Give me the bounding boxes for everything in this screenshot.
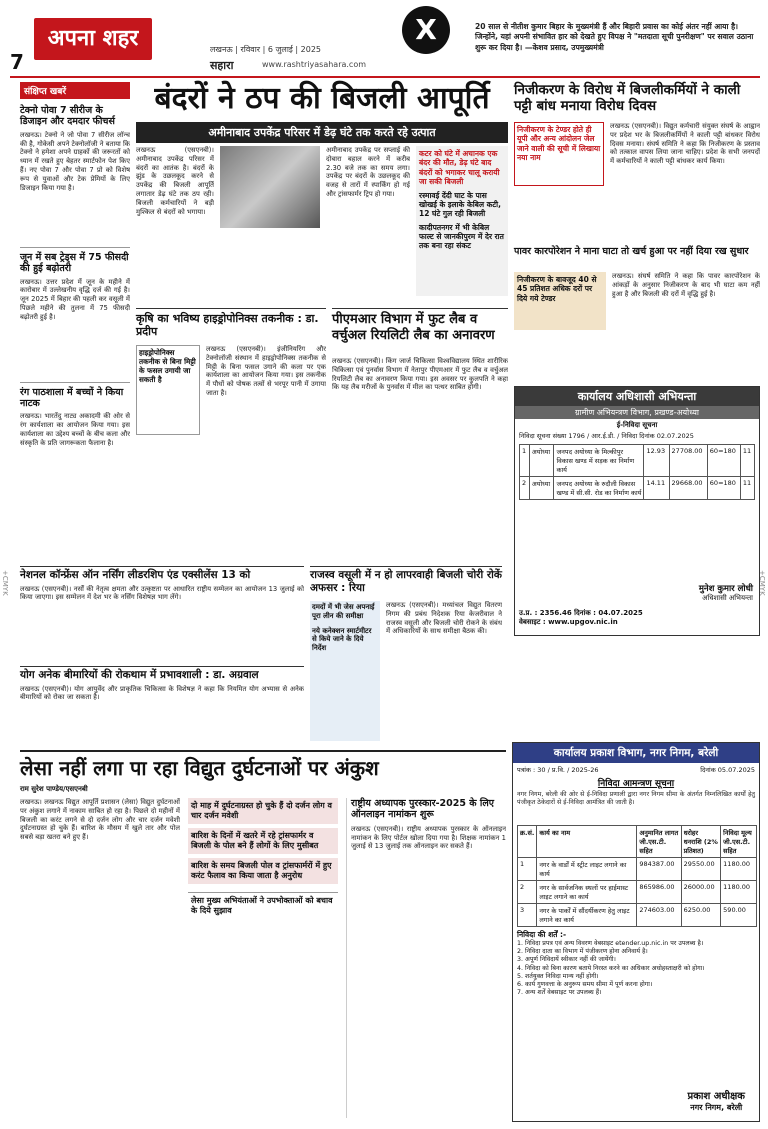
hydro-story [136,308,326,558]
notice2-condition: 7. अन्य शर्तें वेबसाइट पर उपलब्ध हैं। [517,989,602,997]
pgi-story [332,308,508,558]
lead-photo [220,146,320,228]
pgi-headline: पीएमआर विभाग में फुट लैब व वर्चुअल रियलिटी लैब का अनावरण [332,312,495,343]
award-body: लखनऊ (एसएनबी)। राष्ट्रीय अध्यापक पुरस्कार के ऑनलाइन नामांकन के लिए पोर्टल खोला दिया गया है। शिक्षक नामांकन 1 जुलाई से 13 जुलाई तक ऑनलाइन कर सकते हैं। [351,824,506,851]
table-cell: 1180.00 [721,858,757,881]
brief-body: लखनऊ। उत्तर प्रदेश में जून के महीने में कारोबार में उल्लेखनीय वृद्धि दर्ज की गई है। जून 2025 में बिहार की पहली कर वसूली में पिछले महीने की तुलना में 75 फीसदी बढ़ोतरी हुई है। [20,277,130,321]
table-row [518,904,757,927]
notice2-condition: 3. अपूर्ण निविदायें स्वीकार नहीं की जायेंगी। [517,956,616,964]
notice2-date: दिनांक 05.07.2025 [700,766,755,774]
notice2-ref: पत्रांक : 30 / प्र.वि. / 2025-26 [517,766,599,774]
table-cell: 26000.00 [681,881,721,904]
table-cell: 1 [520,445,530,477]
accident-quote: दो माह में दुर्घटनाग्रस्त हो चुके हैं दो दर्जन लोग व चार दर्जन मवेशी [188,798,338,824]
hydro-headline: कृषि का भविष्य हाइड्रोपोनिक्स तकनीक : डा. प्रदीप [136,312,319,339]
table-header: निविदा मूल्य जी.एस.टी. सहित [721,826,757,858]
notice2-heading: निविदा आमन्त्रण सूचना [597,779,675,789]
lead-quote: कटर को घंटे में अचानक एक बंदर की मौत, डेढ़ घंटे बाद बंदरों को भगाकर चालू करायी जा सकी बिजली [419,149,500,187]
notice2-condition: 5. शर्तयुक्त निविदा मान्य नहीं होगी। [517,972,599,980]
table-cell: अयोध्या [529,445,554,477]
masthead [0,0,768,78]
table-cell: 29550.00 [681,858,721,881]
x-post-text: 20 साल से नीतीश कुमार बिहार के मुख्यमंत्री हैं और बिहारी प्रवास का कोई अंतर नहीं आया है। जिन्होंने, यहां अपनी संभावित हार को देखते हुए विपक्ष ने "मतदाता सूची पुनरीक्षण" पर सवाल उठाना शुरू कर दिया है। [475,22,754,52]
brand-title: अपना शहर [47,26,139,51]
notice2-title: कार्यालय प्रकाश विभाग, नगर निगम, बरेली [513,743,759,763]
notice1-signatory: मुनेश कुमार लोधी [698,584,753,594]
brief-body: लखनऊ। भारतेंदु नाट्य अकादमी की ओर से रंग कार्यशाला का आयोजन किया गया। इस कार्यशाला का उद्देश्य बच्चों के बीच कला और संस्कृति के प्रति जागरूकता फैलाना है। [20,412,130,447]
table-cell: 274603.00 [637,904,681,927]
notice2-condition: 4. निविदा को बिना कारण बताये निरस्त करने का अधिकार अधोहस्ताक्षरी को होगा। [517,964,705,972]
notice2-signatory-place: नगर निगम, बरेली [690,1103,743,1112]
table-cell: 6250.00 [681,904,721,927]
protest-subbody: लखनऊ। संघर्ष समिति ने कहा कि पावर कारपोरेशन के आंकड़ों के अनुसार निजीकरण के बाद भी घाटा कम नहीं हुआ है और बिजली की दरों में वृद्धि हुई है। [612,272,760,298]
protest-body: लखनऊ (एसएनबी)। विद्युत कर्मचारी संयुक्त संघर्ष के आह्वान पर प्रदेश भर के बिजलीकर्मियों ने काली पट्टी बांधकर विरोध दिवस मनाया। संघर्ष समिति ने कहा कि निजीकरण के प्रस्ताव को तत्काल वापस लिया जाना चाहिए। प्रदेश के सभी जनपदों में कर्मचारियों ने काली पट्टी बांधकर कार्य किया। [610,122,760,166]
x-post-author: —केशव प्रसाद, उपमुख्यमंत्री [524,42,604,52]
lead-story [136,82,508,304]
protest-subquote-text: निजीकरण के बावजूद 40 से 45 प्रतिशत अधिक दरों पर दिये गये टेण्डर [517,275,597,303]
nursing-headline: नेशनल कॉन्फ्रेंस ऑन नर्सिंग लीडरशिप एंड एक्सीलेंस 13 को [20,569,251,581]
table-cell: जनपद अयोध्या के रुदौली विकास खण्ड में सी.सी. रोड का निर्माण कार्य [554,477,644,500]
hydro-quote [136,345,200,435]
notice2-condition: 6. कार्य गुणवत्ता के अनुरूप समय सीमा में पूर्ण करना होगा। [517,980,653,988]
table-cell: 1180.00 [721,881,757,904]
accident-quote: बारिश के दिनों में खतरे में रहे ट्रांसफार्मर व बिजली के पोल बने हैं लोगों के लिए मुसीबत [188,828,338,854]
notice1-body: निविदा सूचना संख्या 1796 / आर.ई.डी. / निविदा दिनांक 02.07.2025 [519,432,694,440]
notice2-conditions [513,927,759,1000]
brief-title: रंग पाठशाला में बच्चों ने किया नाटक [20,386,124,409]
dateline-city: लखनऊ [210,45,233,54]
table-cell: 11 [740,477,754,500]
lead-quotes [416,146,508,296]
cmyk-mark-left: +CMYK [1,570,9,596]
accident-headline: लेसा नहीं लगा पा रहा विद्युत दुर्घटनाओं पर अंकुश [20,756,379,780]
table-header: कार्य का नाम [537,826,637,858]
page-number: 7 [10,50,24,74]
briefs-header-label2: खबरें [49,87,67,97]
notice1-signatory-role: अधिशासी अभियन्ता [702,594,753,602]
lead-body-col1: लखनऊ (एसएनबी)। अमीनाबाद उपकेंद्र परिसर में बंदरों का आतंक है। बंदरों के झुंड के उछलकूद करने से उपकेंद्र की बिजली आपूर्ति लगातार डेढ़ घंटे तक ठप रही। बिजली कर्मचारियों ने बड़ी मुश्किल से बंदरों को भगाया। [136,146,214,216]
lead-quote: रस्मावई देंदी घाट के पास खोखई के इलाके केबिल कटी, 12 घंटे गुल रही बिजली [419,190,501,219]
table-cell: 11 [740,445,754,477]
lead-headline: बंदरों ने ठप की बिजली आपूर्ति [154,81,490,116]
table-row [520,477,755,500]
table-cell: 60=180 [707,477,740,500]
protest-quote-text: निजीकरण के टेण्डर होते ही यूपी और अन्य आंदोलन जेल जाने वाली की सूची में लिखाया नया नाम [517,125,601,163]
notice2-sign [688,1088,745,1113]
hydro-body: लखनऊ (एसएनबी)। इंजीनियरिंग और टेक्नोलॉजी संस्थान में हाइड्रोपोनिक्स तकनीक से मिट्टी के बिना फसल उगाने की कला पर एक कार्यशाला का आयोजन किया गया। इस तकनीक में पौधों को पोषक तत्वों से भरपूर पानी में उगाया जाता है। [206,345,326,398]
notice2-condition: 1. निविदा प्रपत्र एवं अन्य विवरण वेबसाइट etender.up.nic.in पर उपलब्ध है। [517,940,704,947]
table-cell: 984387.00 [637,858,681,881]
tender-notice-ayodhya [514,386,760,636]
brief-item [20,105,130,243]
notice2-refline [513,763,759,776]
accident-byline: राम सुरेश पाण्डेय/एसएनबी [20,785,88,793]
hydro-quote-text: हाइड्रोपोनिक्स तकनीक से बिना मिट्टी के फसल उगायी जा सकती है [139,348,196,384]
notice1-title: कार्यालय अधिशासी अभियन्ता [515,387,759,406]
dateline-day: रविवार [240,45,261,54]
protest-story [514,82,760,382]
tender-notice-bareilly [512,742,760,1122]
nursing-story [20,566,304,660]
table-cell: नगर के सार्वजनिक स्थलों पर हाईमास्ट लाइट लगाने का कार्य [537,881,637,904]
yoga-story [20,666,304,744]
yoga-headline: योग अनेक बीमारियों की रोकथाम में प्रभावशाली : डा. अग्रवाल [20,669,259,681]
brief-title: जून में सब ट्रेड्स में 75 फीसदी की हुई बढ़ोतरी [20,251,129,275]
table-cell: नगर के पार्कों में सौंदर्यीकरण हेतु लाइट लगाने का कार्य [537,904,637,927]
table-row [518,858,757,881]
revenue-quotes [310,601,380,741]
x-post [475,22,760,53]
protest-subhead: पावर कारपोरेशन ने माना घाटा तो खर्च हुआ पर नहीं दिया रख सुधार [514,246,749,257]
website[interactable]: www.rashtriyasahara.com [262,60,367,69]
dateline: लखनऊ | रविवार | 6 जुलाई | 2025 [210,45,321,54]
briefs-header-label: संक्षिप्त [24,87,47,97]
table-cell: 2 [520,477,530,500]
protest-quote [514,122,604,186]
award-box [346,798,506,1118]
notice1-table [519,444,755,500]
table-header: क्र.सं. [518,826,537,858]
protest-subquote [514,272,606,330]
accident-body-col1: लखनऊ। लखनऊ विद्युत आपूर्ति प्रशासन (लेसा) विद्युत दुर्घटनाओं पर अंकुश लगाने में नाकाम साबित हो रहा है। पिछले दो महीनों में बिजली का करंट लगने से दो दर्जन लोग और चार दर्जन मवेशी दुर्घटनाग्रस्त हो चुके हैं। बारिश के मौसम में खुले तार और पोल सबसे बड़ा खतरा बने हुए हैं। [20,798,180,842]
paper-logo: सहारा [210,59,234,72]
brief-body: लखनऊ। टेक्नो ने जो पोवा 7 सीरीज लॉन्च की है, गोकेसी अपने टेक्नोलॉजी ने बताया कि टेक्नो ने हमेशा अपने ग्राहकों की जरूरतों को ध्यान में रखते हुए बेहतर स्मार्टफोन पेश किए हैं। नए पोवा 7 और पोवा 7 प्रो को विशेष रूप से युवाओं और टेक प्रेमियों के लिए डिजाइन किया गया है। [20,130,130,192]
notice2-table [517,825,757,927]
yoga-body: लखनऊ (एसएनबी)। योग आयुर्वेद और प्राकृतिक चिकित्सा के विशेषज्ञ ने कहा कि नियमित योग अभ्यास से अनेक बीमारियों को रोका जा सकता है। [20,684,304,702]
dateline-year: 2025 [300,45,321,54]
table-cell: 3 [518,904,537,927]
lead-quote: कादीपतनगर में भी केबिल फाल्ट से जानकीपुरम में देर रात तक बना रहा संकट [419,222,504,251]
notice1-subtitle: ग्रामीण अभियन्त्रण विभाग, प्रखण्ड-अयोध्या [515,406,759,419]
accident-quotes [188,798,338,1118]
brief-item [20,382,130,533]
table-row [520,445,755,477]
table-cell: 29668.00 [669,477,707,500]
protest-headline: निजीकरण के विरोध में बिजलीकर्मियों ने काली पट्टी बांध मनाया विरोध दिवस [514,82,741,115]
table-cell: जनपद अयोध्या के मिल्कीपुर विकास खण्ड में सड़क का निर्माण कार्य [554,445,644,477]
table-row [518,881,757,904]
dateline-date: 6 जुलाई [267,45,293,54]
table-header: धरोहर धनराशि (2% प्रतिशत) [681,826,721,858]
briefs-column [20,82,130,562]
lead-subhead: अमीनाबाद उपकेंद्र परिसर में डेढ़ घंटे तक करते रहे उत्पात [136,122,508,143]
table-cell: 60=180 [707,445,740,477]
notice2-condition: 2. निविदा दाता का विभाग में पंजीकरण होना अनिवार्य है। [517,948,648,956]
lead-body-col2: अमीनाबाद उपकेंद्र पर सप्लाई की दोबारा बहाल करने में करीब 2.30 बजे तक का समय लगा। उपकेंद्र पर बंदरों के उछलकूद की वजह से तारों में स्पार्किंग हो गई और ट्रांसफार्मर ट्रिप हो गया। [326,146,410,199]
masthead-rule [10,76,760,78]
briefs-header [20,82,130,99]
table-cell: 865986.00 [637,881,681,904]
notice1-sign [699,583,753,603]
revenue-quote: दमदों में भी जेस अपनाई पूरा लीन की समीक्षा [312,603,375,620]
x-logo-icon: X [402,6,450,54]
notice1-footer-web[interactable]: वेबसाइट : www.upgov.nic.in [519,618,618,626]
table-cell: 2 [518,881,537,904]
table-cell: 14.11 [644,477,669,500]
revenue-headline: राजस्व वसूली में न हो लापरवाही बिजली चोरी रोकें अफसर : रिया [310,569,502,594]
brief-title: टेक्नो पोवा 7 सीरीज के डिजाइन और दमदार फीचर्स [20,105,115,128]
table-cell: 12.93 [644,445,669,477]
notice1-footer-ref: उ.प्र. : 2356.46 दिनांक : 04.07.2025 [519,609,643,617]
table-cell: 27708.00 [669,445,707,477]
pgi-body: लखनऊ (एसएनबी)। किंग जार्ज चिकित्सा विश्वविद्यालय स्थित शारीरिक चिकित्सा एवं पुनर्वास विभाग में नेतापुर पीएमआर में फुट लैब व वर्चुअल रियलिटी लैब का अनावरण किया गया। इस अवसर पर कुलपति ने कहा कि यह लैब मरीजों के पुनर्वास में मील का पत्थर साबित होगी। [332,357,508,392]
cmyk-mark-right: +CMYK [758,570,766,596]
table-cell: 1 [518,858,537,881]
table-header-row [518,826,757,858]
notice1-footer [519,609,755,627]
notice2-conditions-title: निविदा की शर्तें :- [517,930,567,939]
notice2-signatory: प्रकाश अधीक्षक [687,1091,745,1102]
award-headline: राष्ट्रीय अध्यापक पुरस्कार-2025 के लिए ऑनलाइन नामांकन शुरू [351,798,495,821]
accident-quote: लेसा मुख्य अभियंताओं ने उपभोक्ताओं को बचाव के दिये सुझाव [188,892,338,919]
brand-block [34,18,152,60]
revenue-quote: नये कनेक्शन स्मार्टमीटर से किये जाने के दिये निर्देश [312,626,372,652]
table-cell: 590.00 [721,904,757,927]
notice1-ref: ई-निविदा सूचना [616,421,658,429]
notice2-intro: नगर निगम, बरेली की ओर से ई-निविदा प्रणाली द्वारा नगर निगम सीमा के अंतर्गत निम्नलिखित कार्यों हेतु पंजीकृत ठेकेदारों से ई-निविदा आमंत्रित की जाती है। [517,791,755,807]
revenue-story [310,566,502,746]
table-cell: नगर के वार्डों में स्ट्रीट लाइट लगाने का कार्य [537,858,637,881]
revenue-body: लखनऊ (एसएनबी)। मध्यांचल विद्युत वितरण निगम की प्रबंध निदेशक रिया केजरीवाल ने राजस्व वसूली और बिजली चोरी रोकने के संबंध में अधिकारियों के साथ समीक्षा बैठक की। [386,601,502,636]
table-header: अनुमानित लागत जी.एस.टी. सहित [637,826,681,858]
brief-item [20,247,130,378]
accident-story [20,750,506,1122]
nursing-body: लखनऊ (एसएनबी)। नर्सों की नेतृत्व क्षमता और उत्कृष्टता पर आधारित राष्ट्रीय सम्मेलन का आयोजन 13 जुलाई को किया जाएगा। इस सम्मेलन में देश भर के नर्सिंग विशेषज्ञ भाग लेंगे। [20,584,304,602]
accident-quote: बारिश के समय बिजली पोल व ट्रांसफार्मरों में हुए करंट फैलाव का किया जाता है अनुरोध [188,858,338,884]
table-cell: अयोध्या [529,477,554,500]
